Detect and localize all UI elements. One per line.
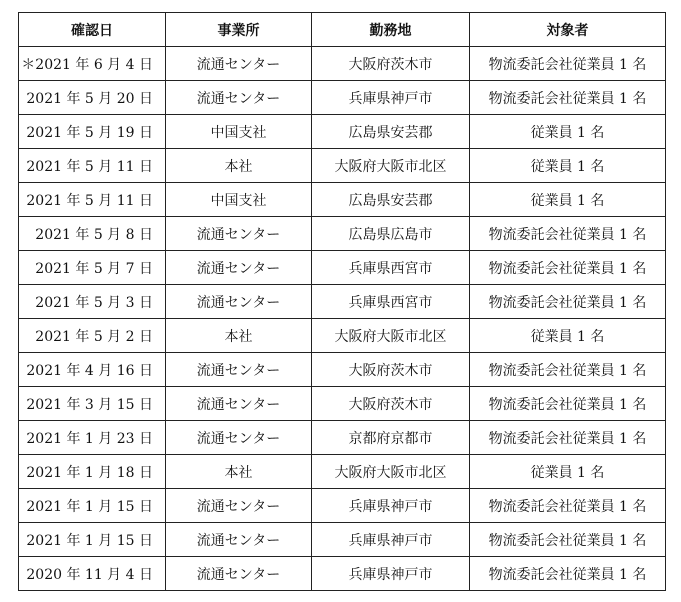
cell-office: 流通センター [166,285,312,319]
cell-date: 2021 年 5 月 11 日 [19,149,166,183]
cell-subject: 物流委託会社従業員 1 名 [470,285,666,319]
cell-date: 2021 年 5 月 3 日 [19,285,166,319]
cell-location: 大阪府茨木市 [312,353,470,387]
cell-office: 流通センター [166,217,312,251]
table-row [19,183,666,217]
confirmation-table [18,12,666,591]
infection-report-sheet [18,12,665,591]
cell-location: 兵庫県西宮市 [312,285,470,319]
cell-location: 大阪府茨木市 [312,47,470,81]
header-location: 勤務地 [312,13,470,47]
table-row [19,523,666,557]
cell-date: ＊2021 年 6 月 4 日 [19,47,166,81]
cell-subject: 従業員 1 名 [470,149,666,183]
cell-office: 流通センター [166,81,312,115]
cell-subject: 物流委託会社従業員 1 名 [470,353,666,387]
cell-date: 2021 年 1 月 15 日 [19,523,166,557]
cell-office: 流通センター [166,387,312,421]
cell-date: 2021 年 1 月 23 日 [19,421,166,455]
cell-date: 2021 年 5 月 20 日 [19,81,166,115]
table-row [19,149,666,183]
cell-subject: 物流委託会社従業員 1 名 [470,217,666,251]
table-row [19,217,666,251]
table-body [19,47,666,591]
cell-office: 流通センター [166,353,312,387]
cell-date: 2021 年 5 月 8 日 [19,217,166,251]
cell-location: 兵庫県神戸市 [312,81,470,115]
cell-subject: 物流委託会社従業員 1 名 [470,557,666,591]
cell-location: 広島県広島市 [312,217,470,251]
cell-office: 流通センター [166,251,312,285]
table-row [19,353,666,387]
header-subject: 対象者 [470,13,666,47]
cell-office: 本社 [166,455,312,489]
cell-date: 2021 年 5 月 11 日 [19,183,166,217]
cell-subject: 従業員 1 名 [470,183,666,217]
table-header [19,13,666,47]
cell-date: 2020 年 11 月 4 日 [19,557,166,591]
table-row [19,285,666,319]
cell-office: 中国支社 [166,115,312,149]
cell-location: 兵庫県西宮市 [312,251,470,285]
cell-location: 兵庫県神戸市 [312,489,470,523]
cell-subject: 物流委託会社従業員 1 名 [470,421,666,455]
cell-date: 2021 年 1 月 15 日 [19,489,166,523]
cell-subject: 従業員 1 名 [470,455,666,489]
cell-location: 広島県安芸郡 [312,115,470,149]
cell-location: 大阪府大阪市北区 [312,455,470,489]
cell-subject: 物流委託会社従業員 1 名 [470,47,666,81]
cell-subject: 物流委託会社従業員 1 名 [470,523,666,557]
cell-date: 2021 年 5 月 7 日 [19,251,166,285]
cell-date: 2021 年 3 月 15 日 [19,387,166,421]
table-row [19,81,666,115]
cell-location: 兵庫県神戸市 [312,557,470,591]
cell-subject: 物流委託会社従業員 1 名 [470,387,666,421]
cell-subject: 物流委託会社従業員 1 名 [470,489,666,523]
header-date: 確認日 [19,13,166,47]
cell-subject: 物流委託会社従業員 1 名 [470,81,666,115]
cell-office: 中国支社 [166,183,312,217]
cell-subject: 物流委託会社従業員 1 名 [470,251,666,285]
cell-office: 本社 [166,149,312,183]
table-row [19,557,666,591]
table-row [19,455,666,489]
cell-location: 大阪府茨木市 [312,387,470,421]
cell-office: 流通センター [166,523,312,557]
header-office: 事業所 [166,13,312,47]
table-row [19,115,666,149]
cell-office: 流通センター [166,421,312,455]
cell-location: 広島県安芸郡 [312,183,470,217]
cell-subject: 従業員 1 名 [470,319,666,353]
cell-office: 流通センター [166,47,312,81]
cell-location: 京都府京都市 [312,421,470,455]
cell-date: 2021 年 5 月 19 日 [19,115,166,149]
cell-subject: 従業員 1 名 [470,115,666,149]
cell-date: 2021 年 1 月 18 日 [19,455,166,489]
table-row [19,489,666,523]
cell-date: 2021 年 4 月 16 日 [19,353,166,387]
table-row [19,319,666,353]
cell-location: 大阪府大阪市北区 [312,319,470,353]
table-row [19,251,666,285]
table-row [19,47,666,81]
cell-location: 兵庫県神戸市 [312,523,470,557]
table-row [19,421,666,455]
cell-office: 流通センター [166,489,312,523]
cell-office: 流通センター [166,557,312,591]
cell-date: 2021 年 5 月 2 日 [19,319,166,353]
cell-location: 大阪府大阪市北区 [312,149,470,183]
table-row [19,387,666,421]
header-row [19,13,666,47]
cell-office: 本社 [166,319,312,353]
